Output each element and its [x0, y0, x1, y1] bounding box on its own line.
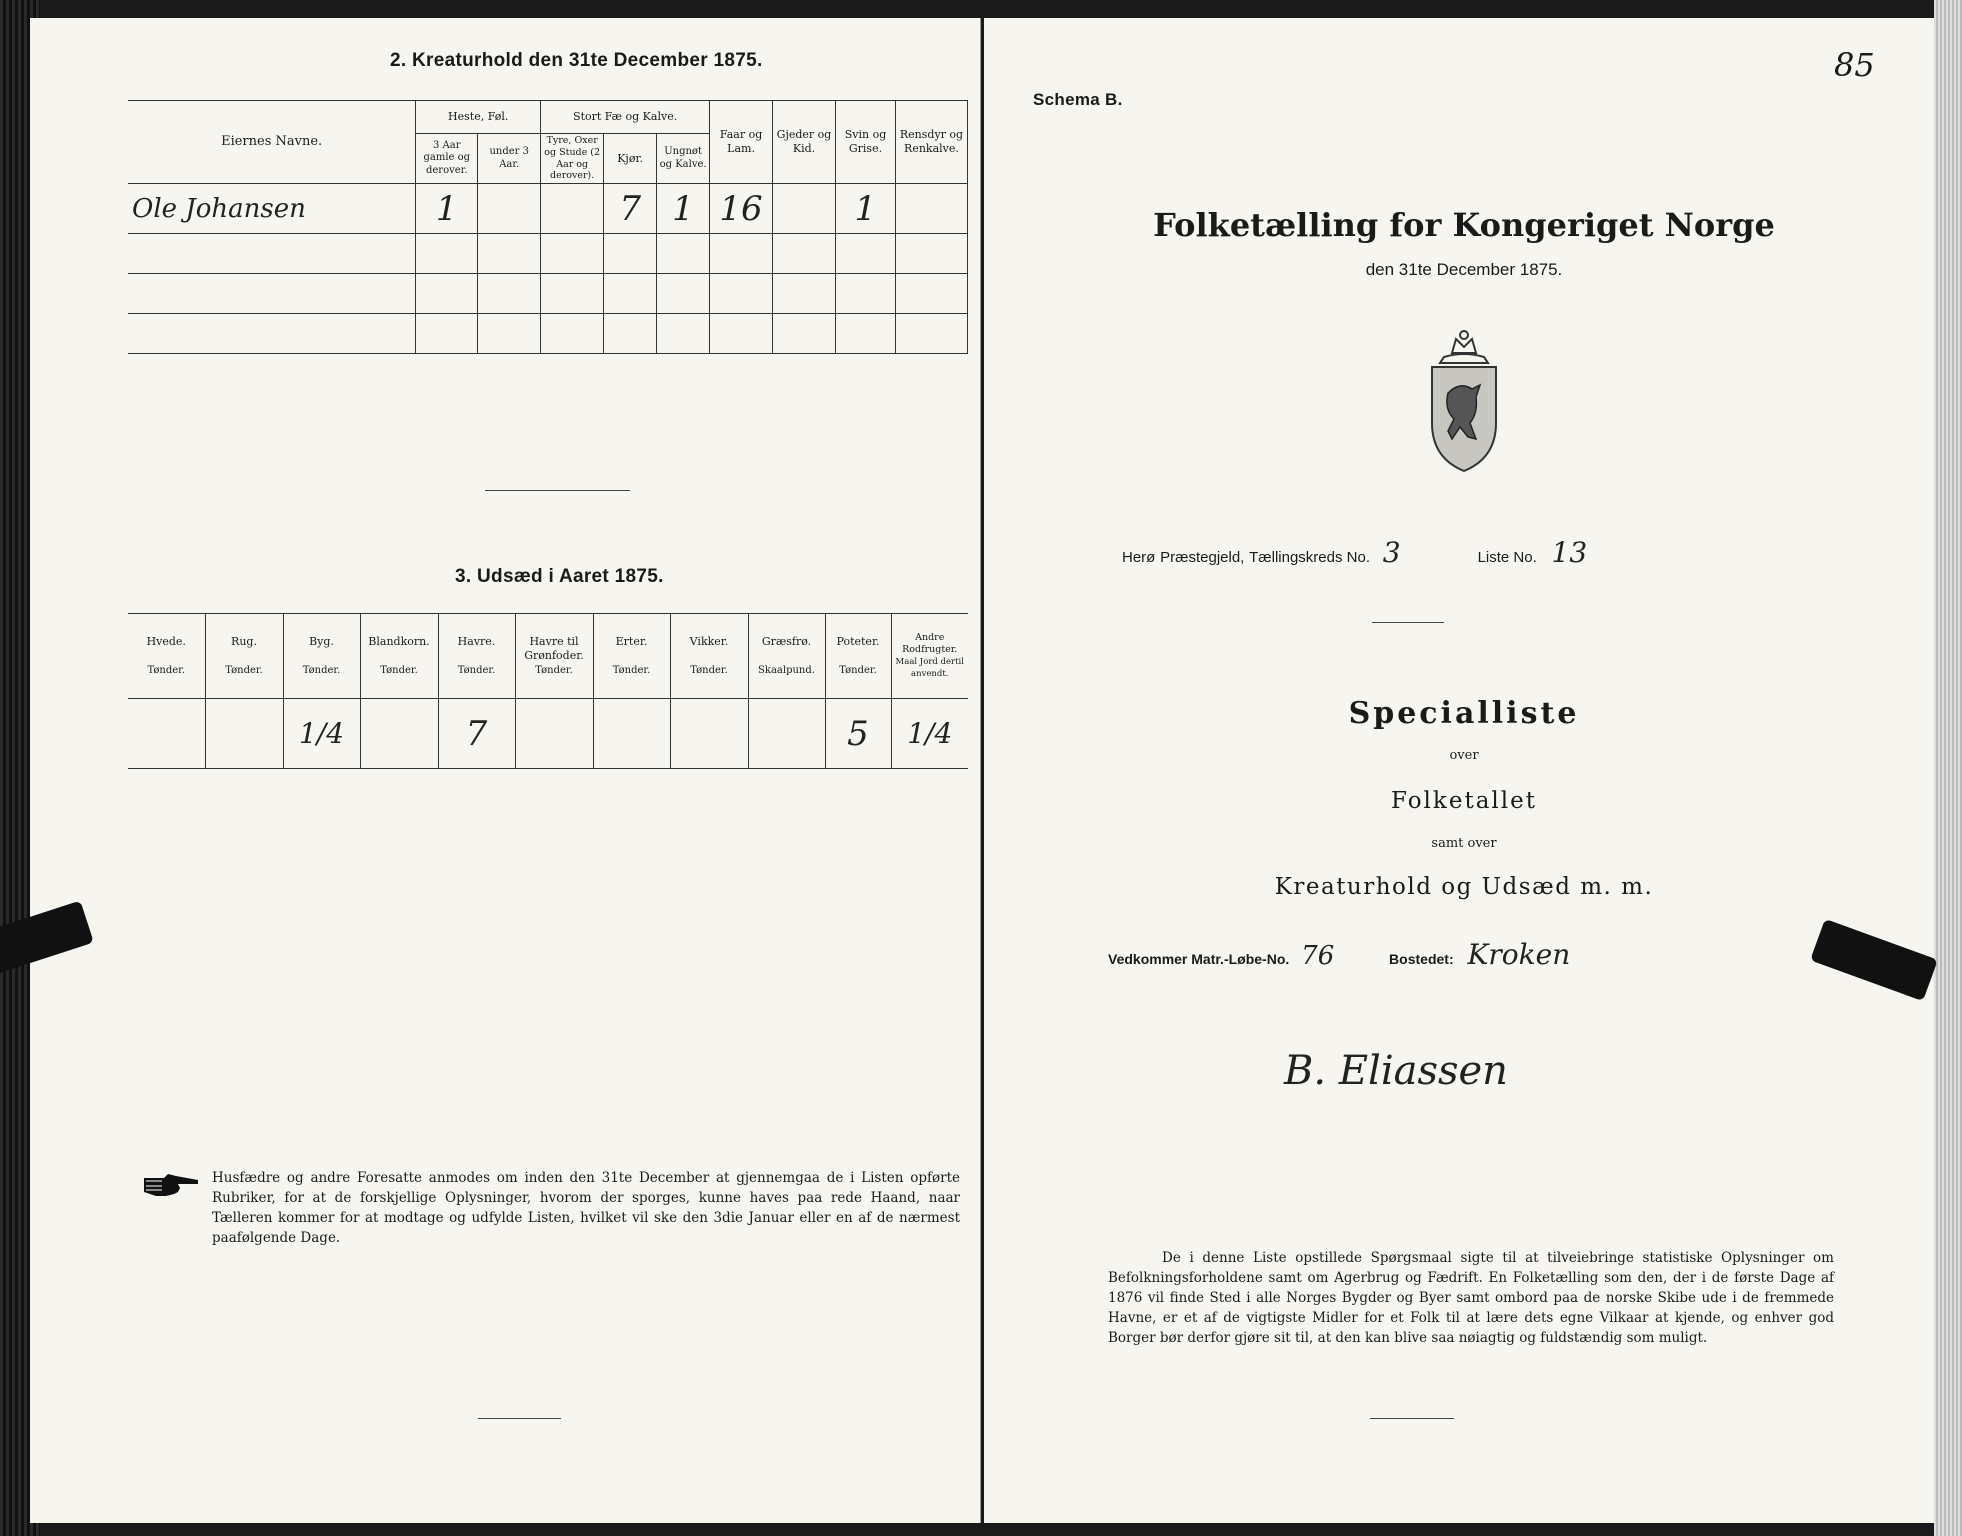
location-line	[1122, 536, 1587, 569]
gjeder-header: Gjeder og Kid.	[773, 101, 836, 184]
owner-name-cell: Ole Johansen	[128, 184, 416, 234]
kjor-header: Kjør.	[604, 134, 657, 184]
date-line: den 31te December 1875.	[1365, 260, 1563, 279]
heste-young-cell	[478, 184, 541, 234]
matr-label: Vedkommer Matr.-Løbe-No.	[1108, 951, 1290, 967]
right-page	[984, 18, 1934, 1523]
udsaed-value-cell: 1/4	[283, 699, 360, 769]
heste-group-header: Heste, Føl.	[416, 101, 541, 134]
matr-number: 76	[1301, 941, 1335, 971]
over-text: over	[1449, 748, 1479, 763]
section3-title: 3. Udsæd i Aaret 1875.	[455, 566, 664, 587]
kjor-cell: 7	[604, 184, 657, 234]
heste-old-header: 3 Aar gamle og derover.	[416, 134, 478, 184]
stort-group-header: Stort Fæ og Kalve.	[541, 101, 710, 134]
schema-label: Schema B.	[1033, 90, 1123, 109]
liste-label: Liste No.	[1477, 549, 1537, 566]
udsaed-value-cell	[205, 699, 283, 769]
empty-row	[128, 314, 968, 354]
udsaed-col-header: Hvede. Tønder.	[128, 614, 205, 699]
prestegjeld-value: Herø	[1122, 549, 1156, 566]
tyre-cell	[541, 184, 604, 234]
heste-young-header: under 3 Aar.	[478, 134, 541, 184]
section-divider	[485, 490, 630, 491]
heste-old-cell: 1	[416, 184, 478, 234]
tyre-header: Tyre, Oxer og Stude (2 Aar og derover).	[541, 134, 604, 184]
bottom-divider	[478, 1418, 561, 1419]
udsaed-value-cell: 1/4	[891, 699, 968, 769]
gjeder-cell	[773, 184, 836, 234]
bottom-divider	[1370, 1418, 1454, 1419]
udsaed-value-cell	[360, 699, 438, 769]
faar-header: Faar og Lam.	[710, 101, 773, 184]
udsaed-value-cell: 5	[825, 699, 891, 769]
udsaed-value-cell	[128, 699, 205, 769]
svin-cell: 1	[836, 184, 896, 234]
empty-row	[128, 234, 968, 274]
info-text: De i denne Liste opstillede Spørgsmaal sigte til at tilveiebringe statistiske Oplysninger om Befolkningsforholdene samt om Agerbrug og Fædrift. En Folketælling som den, der i de første Dage af 1876 vil finde Sted i alle Norges Bygder og Byer samt ombord paa de norske Skibe ude i de fremmede Havne, er et af de vigtigste Midler for et Folk til at lære dets egne Vilkaar at kjende, og enhver god Borger bør derfor gjøre sit til, at den kan blive saa nøiagtig og fuldstændig som muligt.	[1108, 1250, 1834, 1346]
bookmark-tab	[1810, 919, 1938, 1001]
footnote: Husfædre og andre Foresatte anmodes om inden den 31te December at gjennemgaa de i Listen opførte Rubriker, for at de forskjellige Oplysninger, hvorom der sporges, kunne haves paa rede Haand, naar Tælleren kommer for at modtage og udfylde Listen, hvilket vil ske den 3die Januar eller en af de nærmest paafølgende Dage.	[212, 1170, 960, 1246]
udsaed-col-header: Rug. Tønder.	[205, 614, 283, 699]
udsaed-value-cell	[593, 699, 670, 769]
empty-row	[128, 274, 968, 314]
udsaed-value-cell: 7	[438, 699, 515, 769]
udsaed-col-header: Blandkorn. Tønder.	[360, 614, 438, 699]
udsaed-col-header: Poteter. Tønder.	[825, 614, 891, 699]
udsaed-col-header: Havre til Grønfoder. Tønder.	[515, 614, 593, 699]
left-page	[30, 18, 981, 1523]
section2-title: 2. Kreaturhold den 31te December 1875.	[390, 50, 763, 71]
udsaed-table	[128, 613, 968, 769]
page-number: 85	[1834, 46, 1875, 84]
udsaed-col-header: Andre Rodfrugter. Maal Jord dertil anvendt.	[891, 614, 968, 699]
kreaturhold-title: Kreaturhold og Udsæd m. m.	[1274, 874, 1654, 900]
rensdyr-cell	[895, 184, 967, 234]
rensdyr-header: Rensdyr og Renkalve.	[895, 101, 967, 184]
signature: B. Eliassen	[1284, 1048, 1508, 1094]
samt-over-text: samt over	[1431, 836, 1497, 851]
matr-line	[1108, 938, 1570, 971]
faar-cell: 16	[710, 184, 773, 234]
specialliste-title: Specialliste	[1348, 696, 1580, 731]
udsaed-value-cell	[748, 699, 825, 769]
bosted-value: Kroken	[1467, 938, 1571, 971]
divider	[1372, 622, 1444, 623]
page-title: Folketælling for Kongeriget Norge	[1153, 206, 1775, 244]
udsaed-col-header: Havre. Tønder.	[438, 614, 515, 699]
kreds-number: 3	[1382, 536, 1401, 569]
svin-header: Svin og Grise.	[836, 101, 896, 184]
kreaturhold-table	[128, 100, 968, 354]
udsaed-col-header: Erter. Tønder.	[593, 614, 670, 699]
owner-header: Eiernes Navne.	[128, 101, 416, 184]
udsaed-col-header: Byg. Tønder.	[283, 614, 360, 699]
pointing-hand-icon	[142, 1170, 202, 1200]
udsaed-value-cell	[670, 699, 748, 769]
udsaed-col-header: Græsfrø. Skaalpund.	[748, 614, 825, 699]
prestegjeld-label: Præstegjeld,	[1160, 549, 1245, 566]
coat-of-arms-icon	[1414, 323, 1514, 473]
folketallet-title: Folketallet	[1391, 788, 1537, 814]
liste-number: 13	[1551, 536, 1588, 569]
udsaed-col-header: Vikker. Tønder.	[670, 614, 748, 699]
kreds-label: Tællingskreds No.	[1249, 549, 1370, 566]
ungnot-cell: 1	[657, 184, 710, 234]
ungnot-header: Ungnøt og Kalve.	[657, 134, 710, 184]
bosted-label: Bostedet:	[1389, 951, 1454, 967]
udsaed-value-cell	[515, 699, 593, 769]
